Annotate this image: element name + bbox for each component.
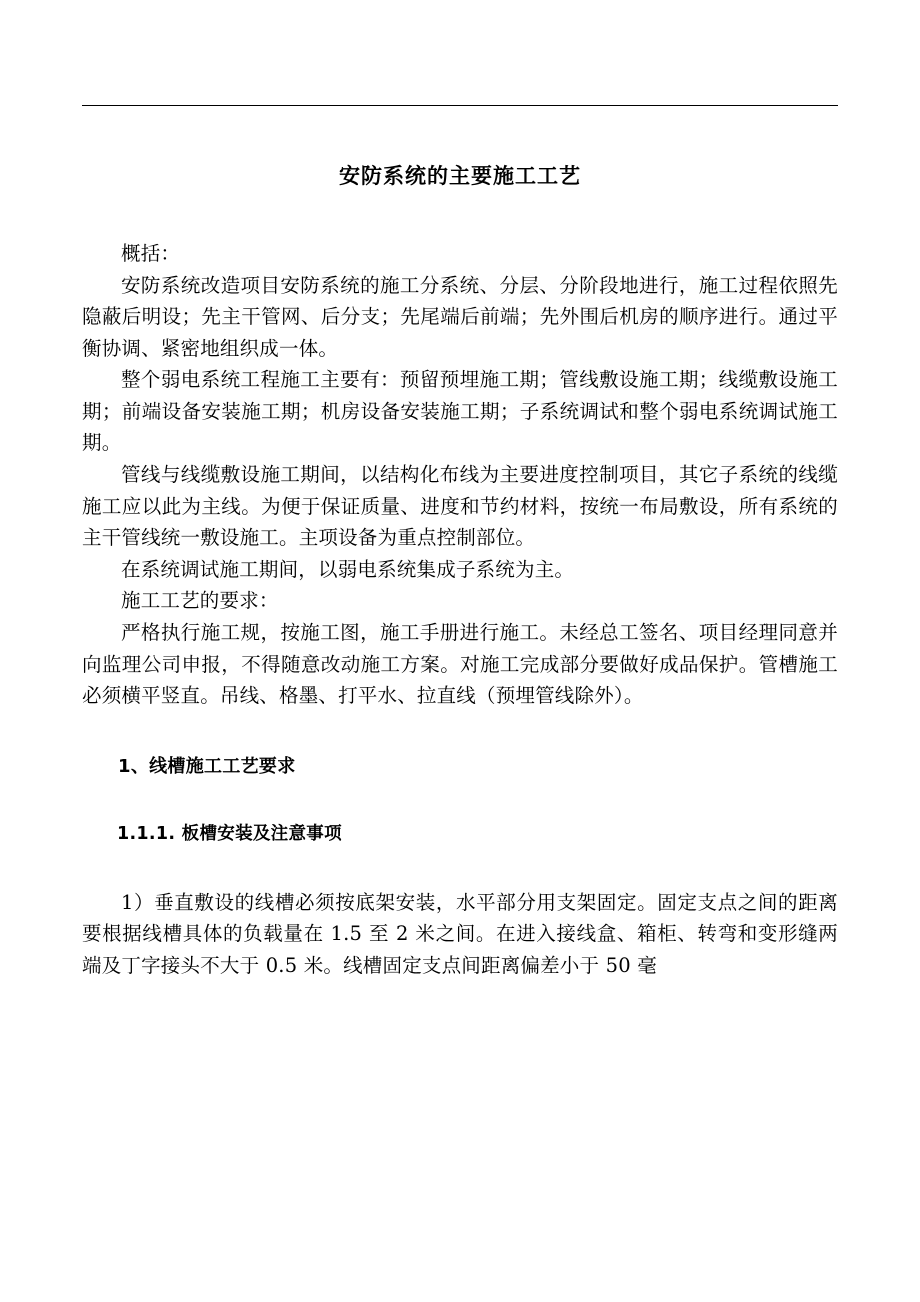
subsection-heading: 1.1.1. 板槽安装及注意事项: [117, 823, 342, 844]
paragraph-5: 施工工艺的要求：: [121, 589, 279, 613]
header-divider: [82, 105, 838, 106]
title-spacer: [82, 190, 838, 238]
paragraph-4: 在系统调试施工期间，以弱电系统集成子系统为主。: [121, 557, 575, 581]
page-title: 安防系统的主要施工工艺: [339, 164, 581, 188]
paragraph-6: 严格执行施工规，按施工图，施工手册进行施工。未经总工签名、项目经理同意并向监理公司申报，不得随意改动施工方案。对施工完成部分要做好成品保护。管槽施工必须横平竖直。吊线、格墨、打平水、拉直线（预埋管线除外）。: [82, 620, 838, 708]
paragraph-1: 安防系统改造项目安防系统的施工分系统、分层、分阶段地进行，施工过程依照先隐蔽后明设；先主干管网、后分支；先尾端后前端；先外围后机房的顺序进行。通过平衡协调、紧密地组织成一体。: [82, 273, 838, 360]
section-spacer: [82, 712, 838, 752]
subsection-spacer: [82, 778, 838, 820]
intro-label: 概括：: [121, 242, 181, 265]
paragraph-2: 整个弱电系统工程施工主要有：预留预埋施工期；管线敷设施工期；线缆敷设施工期；前端设备安装施工期；机房设备安装施工期；子系统调试和整个弱电系统调试施工期。: [82, 368, 838, 455]
body-spacer: [82, 845, 838, 887]
paragraph-3: 管线与线缆敷设施工期间，以结构化布线为主要进度控制项目，其它子系统的线缆施工应以此为主线。为便于保证质量、进度和节约材料，按统一布局敷设，所有系统的主干管线统一敷设施工。主项设备为重点控制部位。: [82, 463, 838, 550]
body-paragraph: 1）垂直敷设的线槽必须按底架安装，水平部分用支架固定。固定支点之间的距离要根据线槽具体的负载量在 1.5 至 2 米之间。在进入接线盒、箱柜、转弯和变形缝两端及丁字接头不大于 0.5 米。线槽固定支点间距离偏差小于 50 毫: [82, 890, 838, 977]
document-body: [82, 140, 838, 981]
section-heading: 1、线槽施工工艺要求: [118, 755, 296, 777]
